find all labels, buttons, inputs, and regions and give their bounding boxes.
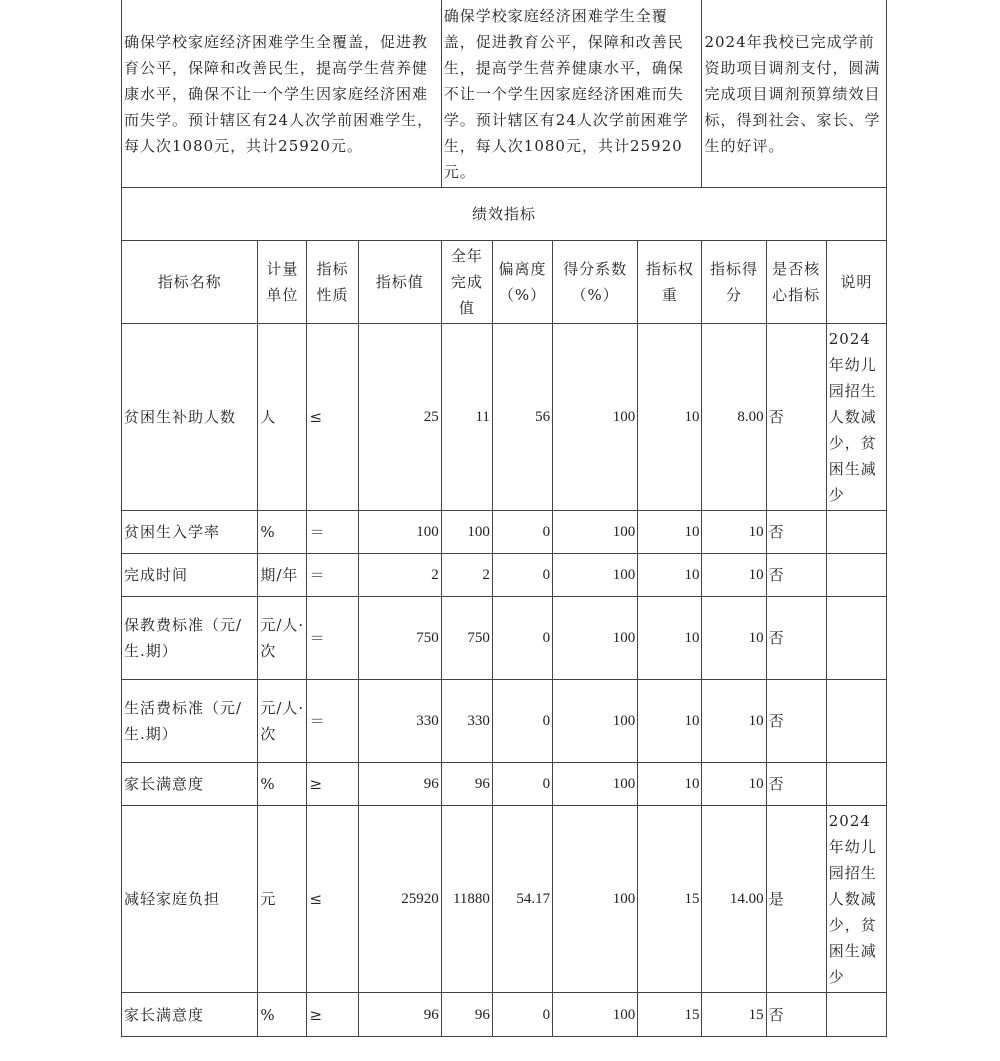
target-value-cell: 96	[358, 993, 441, 1037]
indicator-name-cell: 保教费标准（元/生.期）	[122, 597, 258, 680]
is-core-cell: 是	[766, 806, 826, 993]
header-target: 指标值	[358, 241, 441, 324]
actual-value-cell: 750	[441, 597, 492, 680]
target-value-cell: 96	[358, 763, 441, 806]
actual-value-cell: 11880	[441, 806, 492, 993]
unit-cell: 元/人·次	[258, 680, 307, 763]
target-value-cell: 25920	[358, 806, 441, 993]
nature-cell: ≥	[307, 763, 358, 806]
is-core-cell: 否	[766, 763, 826, 806]
note-cell	[826, 993, 886, 1037]
header-deviation: 偏离度（%）	[492, 241, 552, 324]
deviation-cell: 56	[492, 324, 552, 511]
header-coef: 得分系数（%）	[553, 241, 638, 324]
note-cell	[826, 554, 886, 597]
nature-cell: ＝	[307, 511, 358, 554]
deviation-cell: 0	[492, 763, 552, 806]
weight-cell: 15	[638, 806, 702, 993]
weight-cell: 10	[638, 597, 702, 680]
score-coefficient-cell: 100	[553, 680, 638, 763]
note-cell: 2024年幼儿园招生人数减少，贫困生减少	[826, 806, 886, 993]
nature-cell: ＝	[307, 680, 358, 763]
note-cell	[826, 597, 886, 680]
weight-cell: 10	[638, 763, 702, 806]
actual-value-cell: 330	[441, 680, 492, 763]
nature-cell: ≤	[307, 806, 358, 993]
deviation-cell: 0	[492, 993, 552, 1037]
unit-cell: %	[258, 993, 307, 1037]
nature-cell: ≥	[307, 993, 358, 1037]
score-coefficient-cell: 100	[553, 763, 638, 806]
weight-cell: 10	[638, 324, 702, 511]
indicator-name-cell: 贫困生入学率	[122, 511, 258, 554]
header-note: 说明	[826, 241, 886, 324]
note-cell	[826, 680, 886, 763]
score-coefficient-cell: 100	[553, 554, 638, 597]
weight-cell: 10	[638, 680, 702, 763]
indicator-name-cell: 家长满意度	[122, 993, 258, 1037]
indicator-name-cell: 减轻家庭负担	[122, 806, 258, 993]
table-row	[122, 763, 887, 806]
deviation-cell: 0	[492, 680, 552, 763]
indicator-name-cell: 家长满意度	[122, 763, 258, 806]
description-cell-1: 确保学校家庭经济困难学生全覆盖，促进教育公平，保障和改善民生，提高学生营养健康水平，确保不让一个学生因家庭经济困难而失学。预计辖区有24人次学前困难学生，每人次1080元，共计25920元。	[122, 0, 442, 188]
weight-cell: 10	[638, 554, 702, 597]
target-value-cell: 2	[358, 554, 441, 597]
score-coefficient-cell: 100	[553, 993, 638, 1037]
is-core-cell: 否	[766, 554, 826, 597]
note-cell	[826, 763, 886, 806]
score-cell: 10	[702, 554, 766, 597]
description-cell-3: 2024年我校已完成学前资助项目调剂支付，圆满完成项目调剂预算绩效目标，得到社会、家长、学生的好评。	[702, 0, 887, 188]
unit-cell: 元/人·次	[258, 597, 307, 680]
is-core-cell: 否	[766, 324, 826, 511]
header-nature: 指标性质	[307, 241, 358, 324]
score-coefficient-cell: 100	[553, 324, 638, 511]
weight-cell: 15	[638, 993, 702, 1037]
table-row	[122, 597, 887, 680]
indicator-name-cell: 贫困生补助人数	[122, 324, 258, 511]
performance-table	[121, 0, 887, 1037]
target-value-cell: 25	[358, 324, 441, 511]
unit-cell: %	[258, 763, 307, 806]
score-cell: 10	[702, 680, 766, 763]
is-core-cell: 否	[766, 511, 826, 554]
header-name: 指标名称	[122, 241, 258, 324]
actual-value-cell: 2	[441, 554, 492, 597]
table-row	[122, 324, 887, 511]
section-title: 绩效指标	[122, 188, 887, 241]
actual-value-cell: 96	[441, 763, 492, 806]
score-cell: 8.00	[702, 324, 766, 511]
target-value-cell: 330	[358, 680, 441, 763]
table-row	[122, 554, 887, 597]
is-core-cell: 否	[766, 597, 826, 680]
score-coefficient-cell: 100	[553, 597, 638, 680]
nature-cell: ＝	[307, 597, 358, 680]
note-cell	[826, 511, 886, 554]
header-core: 是否核心指标	[766, 241, 826, 324]
note-cell: 2024年幼儿园招生人数减少，贫困生减少	[826, 324, 886, 511]
indicator-name-cell: 完成时间	[122, 554, 258, 597]
description-cell-2: 确保学校家庭经济困难学生全覆盖，促进教育公平，保障和改善民生，提高学生营养健康水平，确保不让一个学生因家庭经济困难而失学。预计辖区有24人次学前困难学生，每人次1080元，共计25920元。	[441, 0, 702, 188]
nature-cell: ≤	[307, 324, 358, 511]
header-row	[122, 241, 887, 324]
nature-cell: ＝	[307, 554, 358, 597]
score-cell: 10	[702, 597, 766, 680]
header-score: 指标得分	[702, 241, 766, 324]
unit-cell: 人	[258, 324, 307, 511]
target-value-cell: 750	[358, 597, 441, 680]
score-coefficient-cell: 100	[553, 806, 638, 993]
score-coefficient-cell: 100	[553, 511, 638, 554]
deviation-cell: 54.17	[492, 806, 552, 993]
unit-cell: 元	[258, 806, 307, 993]
target-value-cell: 100	[358, 511, 441, 554]
header-unit: 计量单位	[258, 241, 307, 324]
score-cell: 10	[702, 511, 766, 554]
table-row	[122, 511, 887, 554]
header-actual: 全年完成值	[441, 241, 492, 324]
indicator-name-cell: 生活费标准（元/生.期）	[122, 680, 258, 763]
deviation-cell: 0	[492, 554, 552, 597]
description-row	[122, 0, 887, 188]
header-weight: 指标权重	[638, 241, 702, 324]
actual-value-cell: 100	[441, 511, 492, 554]
score-cell: 14.00	[702, 806, 766, 993]
score-cell: 10	[702, 763, 766, 806]
unit-cell: %	[258, 511, 307, 554]
table-row	[122, 680, 887, 763]
weight-cell: 10	[638, 511, 702, 554]
deviation-cell: 0	[492, 511, 552, 554]
actual-value-cell: 11	[441, 324, 492, 511]
actual-value-cell: 96	[441, 993, 492, 1037]
table-row	[122, 806, 887, 993]
deviation-cell: 0	[492, 597, 552, 680]
table-row	[122, 993, 887, 1037]
is-core-cell: 否	[766, 680, 826, 763]
unit-cell: 期/年	[258, 554, 307, 597]
score-cell: 15	[702, 993, 766, 1037]
is-core-cell: 否	[766, 993, 826, 1037]
